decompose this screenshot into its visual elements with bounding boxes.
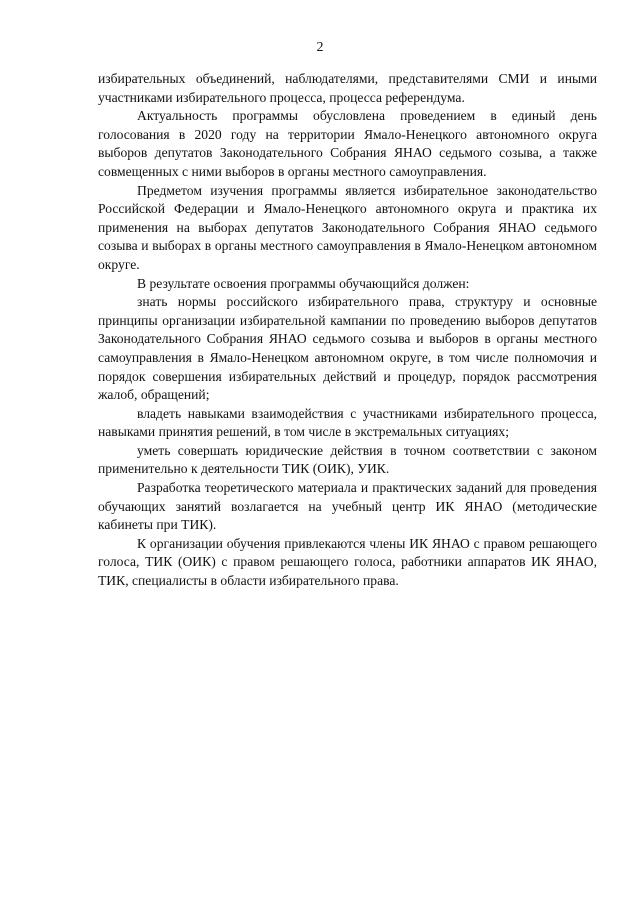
paragraph-know: знать нормы российского избирательного права, структуру и основные принципы организации избирательной кампании по проведению выборов депутатов Законодательного Собрания ЯНАО седьмого созыва и выборов в органы местного самоуправления в Ямало-Ненецком автономном округе, в том числе полномочия и порядок совершения избирательных действий и процедур, порядок рассмотрения жалоб, обращений;: [98, 294, 597, 403]
paragraph-participants: К организации обучения привлекаются члены ИК ЯНАО с правом решающего голоса, ТИК (ОИК) с правом решающего голоса, работники аппаратов ИК ЯНАО, ТИК, специалисты в области избирательного права.: [98, 535, 597, 589]
paragraph-be-able: уметь совершать юридические действия в точном соответствии с законом применительно к деятельности ТИК (ОИК), УИК.: [98, 442, 597, 477]
document-body: [98, 70, 597, 591]
paragraph-materials: Разработка теоретического материала и практических заданий для проведения обучающих занятий возлагается на учебный центр ИК ЯНАО (методические кабинеты при ТИК).: [98, 480, 597, 533]
paragraph-possess: владеть навыками взаимодействия с участниками избирательного процесса, навыками принятия решений, в том числе в экстремальных ситуациях;: [98, 405, 597, 440]
paragraph-subject: Предметом изучения программы является избирательное законодательство Российской Федерации и Ямало-Ненецкого автономного округа и практика их применения на выборах депутатов Законодательного Собрания ЯНАО седьмого созыва и выборах в органы местного самоуправления в Ямало-Ненецком автономном округе.: [98, 182, 597, 272]
paragraph-continuation: избирательных объединений, наблюдателями, представителями СМИ и иными участниками избирательного процесса, процесса референдума.: [98, 71, 597, 105]
paragraph-outcomes-intro: В результате освоения программы обучающийся должен:: [137, 275, 470, 291]
paragraph-relevance: Актуальность программы обусловлена проведением в единый день голосования в 2020 году на территории Ямало-Ненецкого автономного округа выборов депутатов Законодательного Собрания ЯНАО седьмого созыва, а также совмещенных с ними выборов в органы местного самоуправления.: [98, 108, 597, 179]
page-number: 2: [316, 40, 324, 55]
